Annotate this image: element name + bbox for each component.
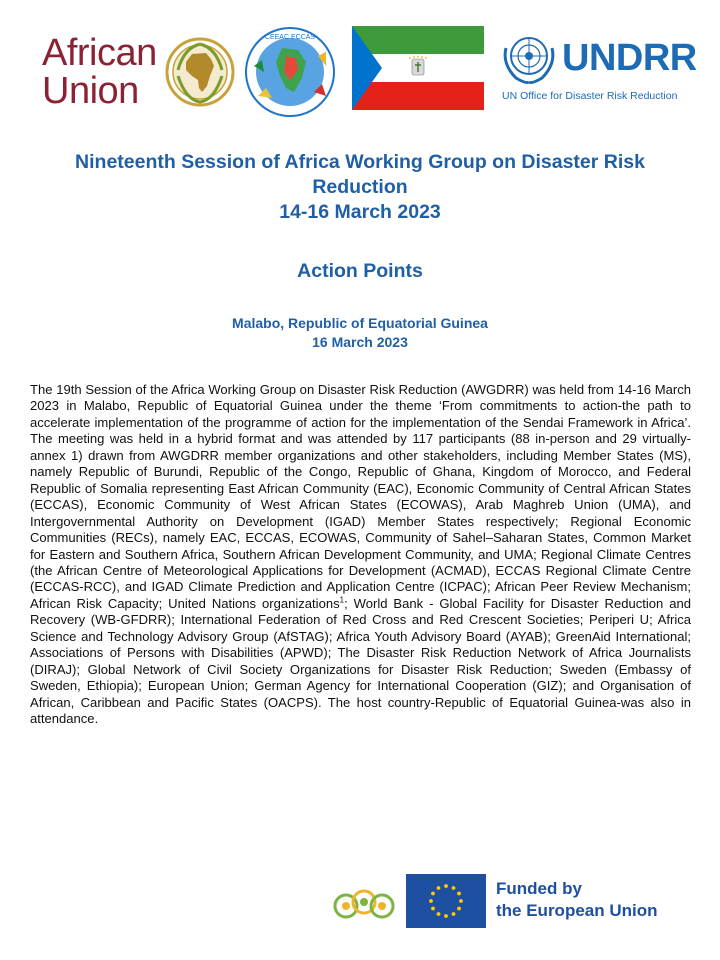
footnote-reference[interactable]: 1	[339, 595, 345, 605]
venue-location: Malabo, Republic of Equatorial Guinea	[232, 315, 488, 331]
body-text-part-2: ; World Bank - Global Facility for Disaster Reduction and Recovery (WB-GFDRR); International Federation of Red Cross and Red Crescent Societies; Periperi U; Africa Science and Technology Advisory Group (AfSTAG); Africa Youth Advisory Board (AYAB); GreenAid International; Associations of Persons with Disabilities (APWD); The Disaster Risk Reduction Network of Africa Journalists (DIRAJ); Global Network of Civil Society Organizations for Disaster Risk Reduction; Sweden (Embassy of Sweden, Ethiopia); European Union; German Agency for International Cooperation (GIZ); and Organisation of African, Caribbean and Pacific States (OACPS). The host country-Republic of Equatorial Guinea-was also in attendance.	[30, 595, 691, 727]
footer	[0, 872, 720, 932]
funded-line-2: the European Union	[496, 901, 658, 920]
funded-line-1: Funded by	[496, 879, 582, 898]
undrr-subtitle: UN Office for Disaster Risk Reduction	[502, 90, 678, 102]
au-line-1: African	[42, 32, 157, 74]
document-header	[0, 150, 720, 225]
body-paragraph	[30, 382, 691, 728]
section-heading: Action Points	[297, 260, 423, 282]
venue-block	[0, 314, 720, 352]
document-title: Nineteenth Session of Africa Working Group on Disaster Risk Reduction	[75, 151, 645, 198]
logo-band	[0, 22, 720, 118]
un-emblem-icon	[500, 30, 558, 86]
african-union-emblem-icon	[164, 36, 236, 108]
aap-logo-icon	[332, 878, 396, 926]
body-text-part-1: The 19th Session of the Africa Working Group on Disaster Risk Reduction (AWGDRR) was held from 14-16 March 2023 in Malabo, Republic of Equatorial Guinea under the theme ‘From commitments to action-the path to accelerate implementation of the programme of action for the implementation of the Sendai Framework in Africa’. The meeting was held in a hybrid format and was attended by 117 participants (88 in-person and 29 virtually-annex 1) drawn from AWGDRR member organizations and other stakeholders, including Member States (MS), namely Republic of Burundi, Republic of the Congo, Republic of Ghana, Kingdom of Morocco, and Federal Republic of Somalia representing East African Community (EAC), Economic Community of Central African States (ECCAS), Economic Community of West African States (ECOWAS), Arab Maghreb Union (UMA), and Intergovernmental Authority on Development (IGAD) Member States respectively; Regional Economic Communities (RECs), namely EAC, ECCAS, ECOWAS, Community of Sahel–Saharan States, Common Market for Eastern and Southern Africa, Southern African Development Community, and UMA; Regional Climate Centres (the African Centre of Meteorological Applications for Development (ACMAD), ECCAS Regional Climate Centre (ECCAS-RCC), and IGAD Climate Prediction and Application Centre (ICPAC); African Peer Review Mechanism; African Risk Capacity; United Nations organizations	[30, 382, 691, 611]
african-union-wordmark	[42, 34, 157, 110]
eccas-emblem-icon	[242, 26, 338, 118]
session-dates: 14-16 March 2023	[279, 201, 441, 223]
venue-date: 16 March 2023	[312, 334, 408, 350]
eccas-emblem-text: CEEAC ECCAS	[264, 34, 316, 41]
au-line-2: Union	[42, 70, 139, 112]
equatorial-guinea-flag	[352, 26, 484, 110]
eu-flag-icon	[406, 874, 486, 928]
undrr-wordmark: UNDRR	[562, 37, 697, 79]
funding-statement	[496, 878, 658, 922]
